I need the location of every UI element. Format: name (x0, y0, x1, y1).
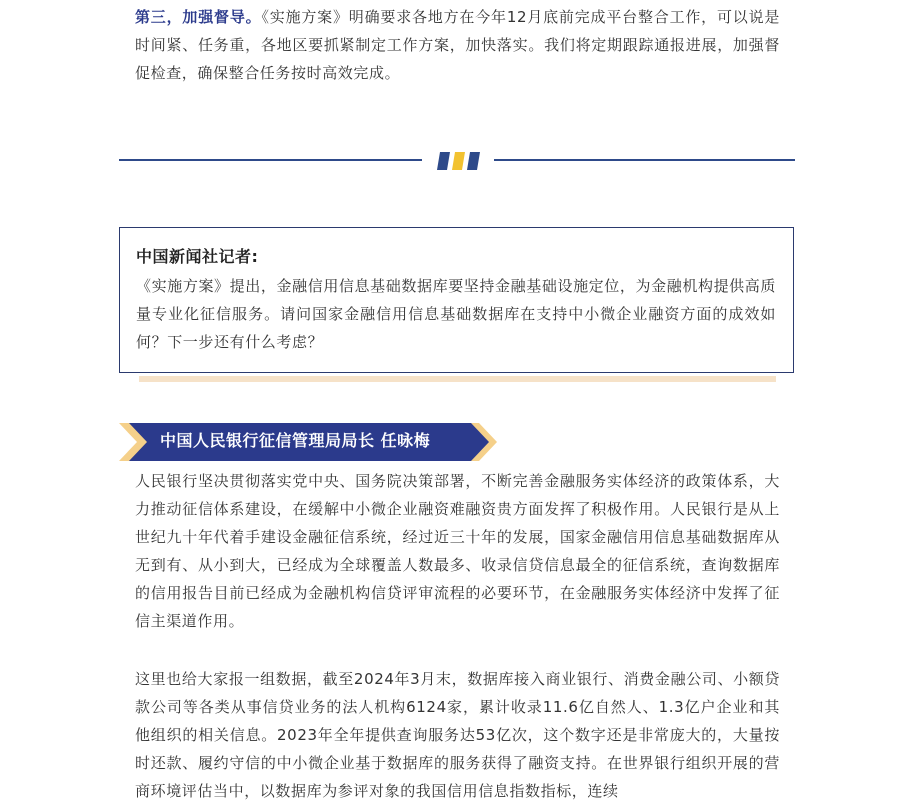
divider-line-left (119, 159, 422, 161)
question-title: 中国新闻社记者: (136, 247, 259, 266)
speaker-label: 中国人民银行征信管理局局长 任咏梅 (160, 431, 431, 450)
question-box (119, 227, 794, 373)
paragraph-text: 《实施方案》明确要求各地方在今年12月底前完成平台整合工作，可以说是时间紧、任务重，各地区要抓紧制定工作方案，加快落实。我们将定期跟踪通报进展，加强督促检查，确保整合任务按时高效完成。 (135, 8, 780, 82)
intro-paragraph (135, 3, 780, 87)
paragraph-lead: 第三，加强督导。 (135, 8, 262, 26)
question-box-shadow (139, 376, 776, 382)
divider-line-right (494, 159, 795, 161)
question-text: 《实施方案》提出，金融信用信息基础数据库要坚持金融基础设施定位，为金融机构提供高质量专业化征信服务。请问国家金融信用信息基础数据库在支持中小微企业融资方面的成效如何？下一步还有什么考虑？ (136, 277, 776, 351)
answer-paragraph-1: 人民银行坚决贯彻落实党中央、国务院决策部署，不断完善金融服务实体经济的政策体系，大力推动征信体系建设，在缓解中小微企业融资难融资贵方面发挥了积极作用。人民银行是从上世纪九十年代着手建设金融征信系统，经过近三十年的发展，国家金融信用信息基础数据库从无到有、从小到大，已经成为全球覆盖人数最多、收录信贷信息最全的征信系统，查询数据库的信用报告目前已经成为金融机构信贷评审流程的必要环节，在金融服务实体经济中发挥了征信主渠道作用。 (135, 472, 780, 630)
answer-paragraph-2: 这里也给大家报一组数据，截至2024年3月末，数据库接入商业银行、消费金融公司、小额贷款公司等各类从事信贷业务的法人机构6124家，累计收录11.6亿自然人、1.3亿户企业和其他组织的相关信息。2023年全年提供查询服务达53亿次，这个数字还是非常庞大的，大量按时还款、履约守信的中小微企业基于数据库的服务获得了融资支持。在世界银行组织开展的营商环境评估当中，以数据库为参评对象的我国信用信息指数指标，连续 (135, 670, 780, 800)
divider-marks-icon (437, 152, 481, 170)
